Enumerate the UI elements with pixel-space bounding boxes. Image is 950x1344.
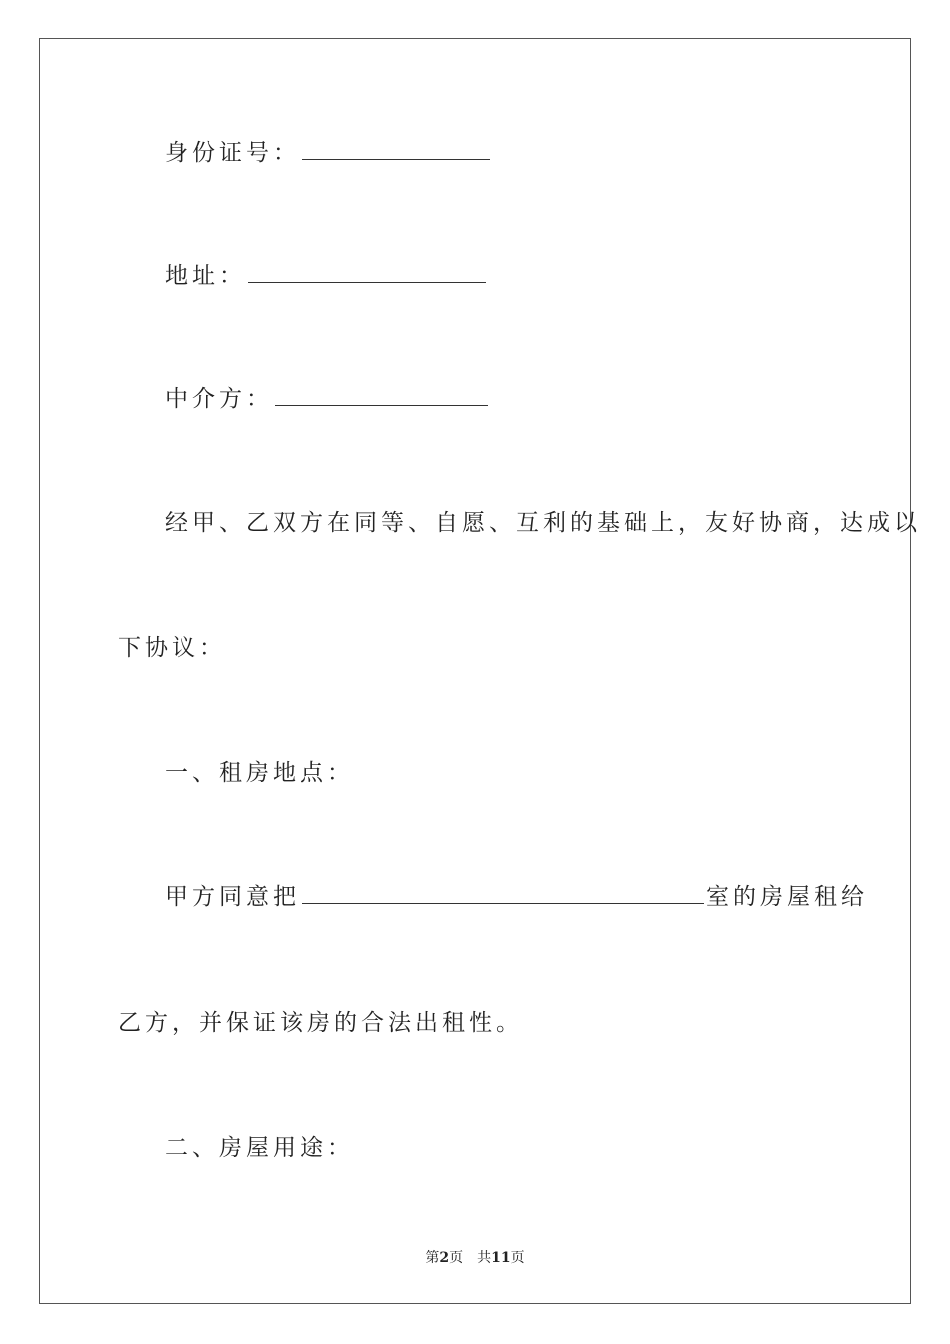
section-one-heading: 一、租房地点： [165,760,354,786]
paragraph-intro-continued: 下协议： [118,635,226,661]
footer-total-prefix: 共 [477,1250,492,1266]
page-frame [39,38,911,1304]
rental-location-blank[interactable] [302,881,704,904]
footer-total-number: 11 [491,1250,511,1266]
id-number-line [165,137,492,168]
footer-total-suffix: 页 [510,1250,525,1266]
footer-page-suffix: 页 [449,1250,464,1266]
agent-label: 中介方： [165,386,273,412]
id-number-label: 身份证号： [165,140,300,166]
rental-location-after: 室的房屋租给 [706,884,868,910]
agent-line [165,383,490,414]
section-two-heading: 二、房屋用途： [165,1135,354,1161]
id-number-blank[interactable] [302,137,490,160]
rental-location-continued: 乙方，并保证该房的合法出租性。 [118,1010,523,1036]
rental-location-before: 甲方同意把 [165,884,300,910]
page-footer [0,1247,950,1267]
rental-location-line [165,881,868,912]
address-label: 地址： [165,263,246,289]
paragraph-intro: 经甲、乙双方在同等、自愿、互利的基础上，友好协商，达成以 [165,510,921,536]
agent-blank[interactable] [275,383,488,406]
footer-page-prefix: 第 [425,1250,440,1266]
address-line [165,260,488,291]
footer-page-number: 2 [439,1250,450,1266]
address-blank[interactable] [248,260,486,283]
